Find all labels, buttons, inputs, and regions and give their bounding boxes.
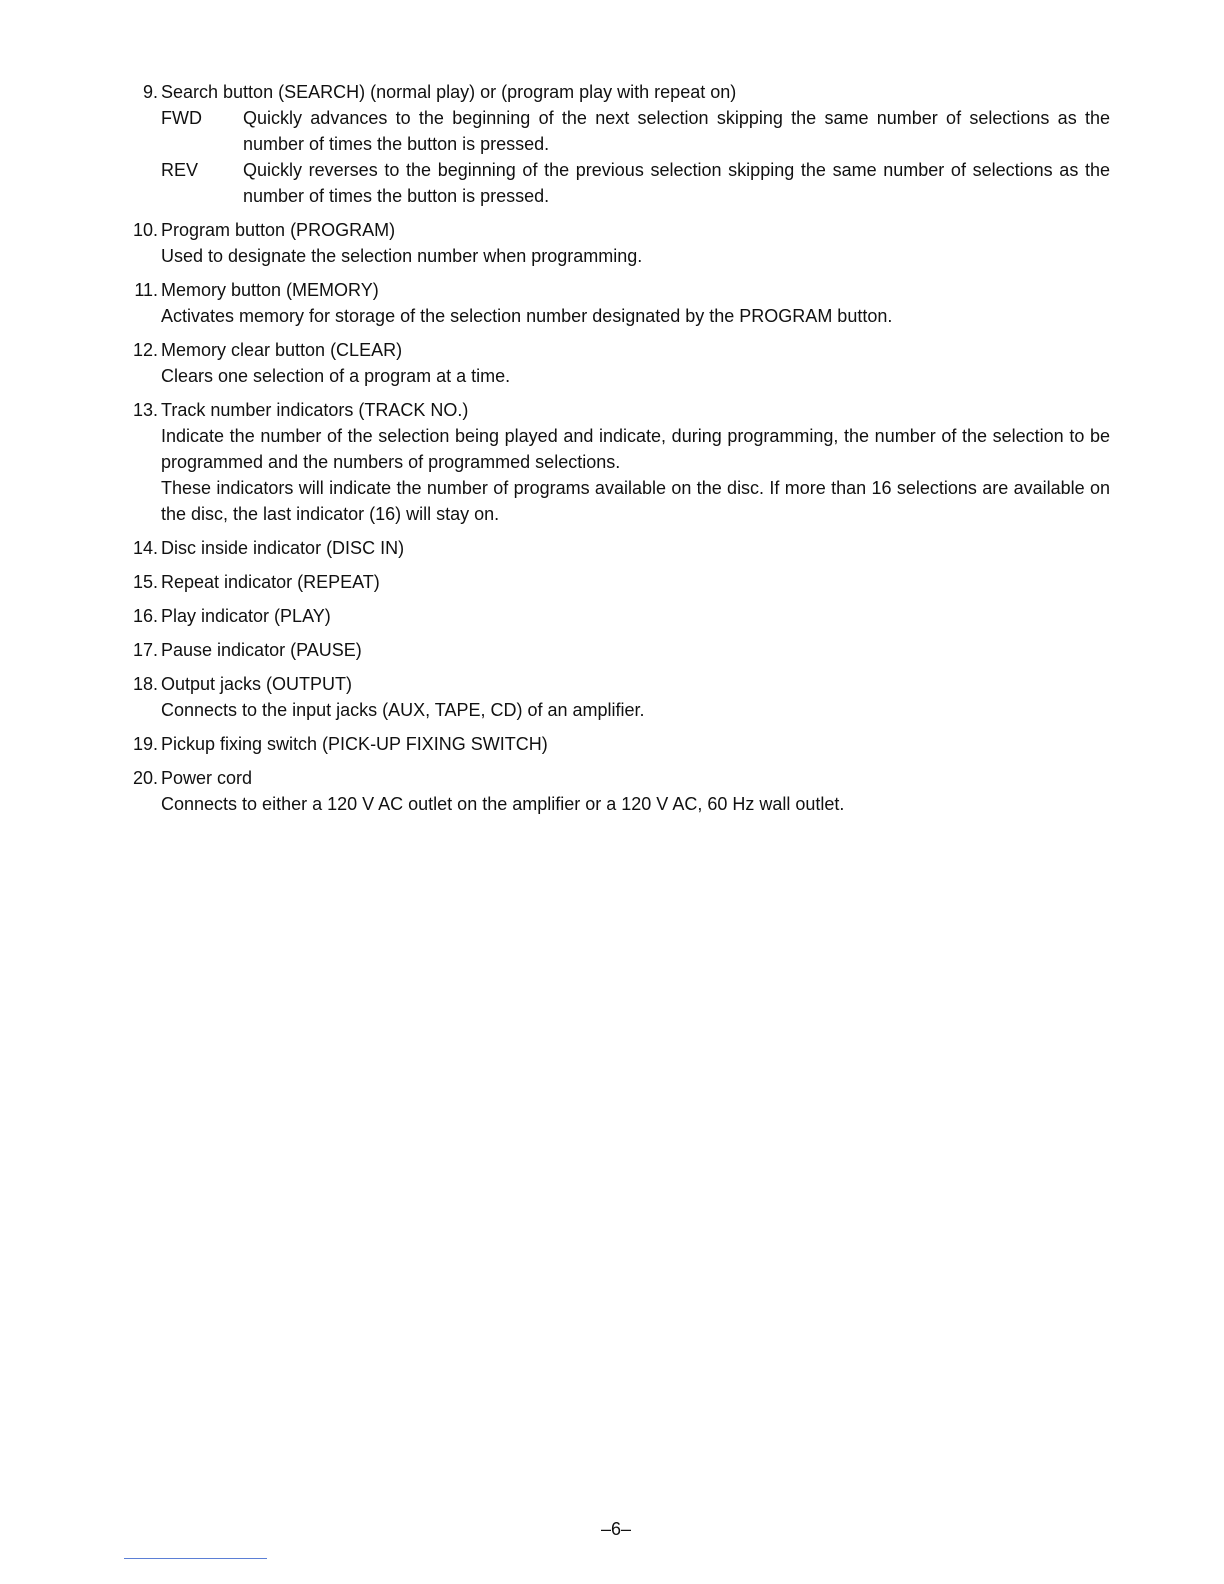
list-item-13 — [118, 397, 1110, 527]
list-item-17 — [118, 637, 1110, 663]
item-number: 18. — [132, 674, 158, 694]
item-title: Pickup fixing switch (PICK-UP FIXING SWITCH) — [161, 734, 548, 754]
item-title: Memory button (MEMORY) — [161, 280, 379, 300]
item-number: 19. — [132, 734, 158, 754]
list-item-16 — [118, 603, 1110, 629]
item-title: Search button (SEARCH) (normal play) or (program play with repeat on) — [161, 82, 737, 102]
item-number: 9. — [142, 82, 158, 102]
list-item-19 — [118, 731, 1110, 757]
sub-item-fwd — [161, 105, 1110, 157]
item-number: 12. — [132, 340, 158, 360]
item-description: Indicate the number of the selection being played and indicate, during programming, the number of the selection to be programmed and the numbers of programmed selections. — [161, 426, 1110, 472]
list-item-12 — [118, 337, 1110, 389]
list-item-11 — [118, 277, 1110, 329]
item-number: 15. — [132, 572, 158, 592]
item-number: 10. — [132, 220, 158, 240]
item-title: Pause indicator (PAUSE) — [161, 640, 362, 660]
sub-item-label: REV — [161, 160, 199, 180]
item-number: 11. — [134, 280, 158, 300]
item-title: Repeat indicator (REPEAT) — [161, 572, 380, 592]
list-item-15 — [118, 569, 1110, 595]
page-number: –6– — [600, 1519, 632, 1539]
sub-item-text: Quickly advances to the beginning of the next selection skipping the same number of selections as the number of times the button is pressed. — [243, 108, 1110, 154]
item-description: Connects to either a 120 V AC outlet on the amplifier or a 120 V AC, 60 Hz wall outlet. — [161, 794, 845, 814]
item-title: Disc inside indicator (DISC IN) — [161, 538, 405, 558]
item-description: Used to designate the selection number when programming. — [161, 246, 643, 266]
item-description: Clears one selection of a program at a time. — [161, 366, 511, 386]
item-title: Output jacks (OUTPUT) — [161, 674, 353, 694]
list-item-18 — [118, 671, 1110, 723]
sub-item-text: Quickly reverses to the beginning of the previous selection skipping the same number of selections as the number of times the button is pressed. — [243, 160, 1110, 206]
list-item-20 — [118, 765, 1110, 817]
list-item-10 — [118, 217, 1110, 269]
item-title: Program button (PROGRAM) — [161, 220, 396, 240]
item-description: Connects to the input jacks (AUX, TAPE, CD) of an amplifier. — [161, 700, 645, 720]
sub-item-label: FWD — [161, 108, 202, 128]
item-title: Play indicator (PLAY) — [161, 606, 331, 626]
item-title: Memory clear button (CLEAR) — [161, 340, 403, 360]
item-number: 20. — [132, 768, 158, 788]
item-description: Activates memory for storage of the selection number designated by the PROGRAM button. — [161, 306, 893, 326]
list-item-14 — [118, 535, 1110, 561]
item-list — [118, 79, 1110, 825]
item-number: 17. — [132, 640, 158, 660]
item-number: 16. — [132, 606, 158, 626]
item-title: Track number indicators (TRACK NO.) — [161, 400, 469, 420]
item-number: 13. — [132, 400, 158, 420]
item-number: 14. — [132, 538, 158, 558]
sub-item-rev — [161, 157, 1110, 209]
footer-rule — [124, 1558, 267, 1559]
list-item-9 — [118, 79, 1110, 209]
item-title: Power cord — [161, 768, 253, 788]
item-description-secondary: These indicators will indicate the number of programs available on the disc. If more than 16 selections are available on the disc, the last indicator (16) will stay on. — [161, 478, 1110, 524]
